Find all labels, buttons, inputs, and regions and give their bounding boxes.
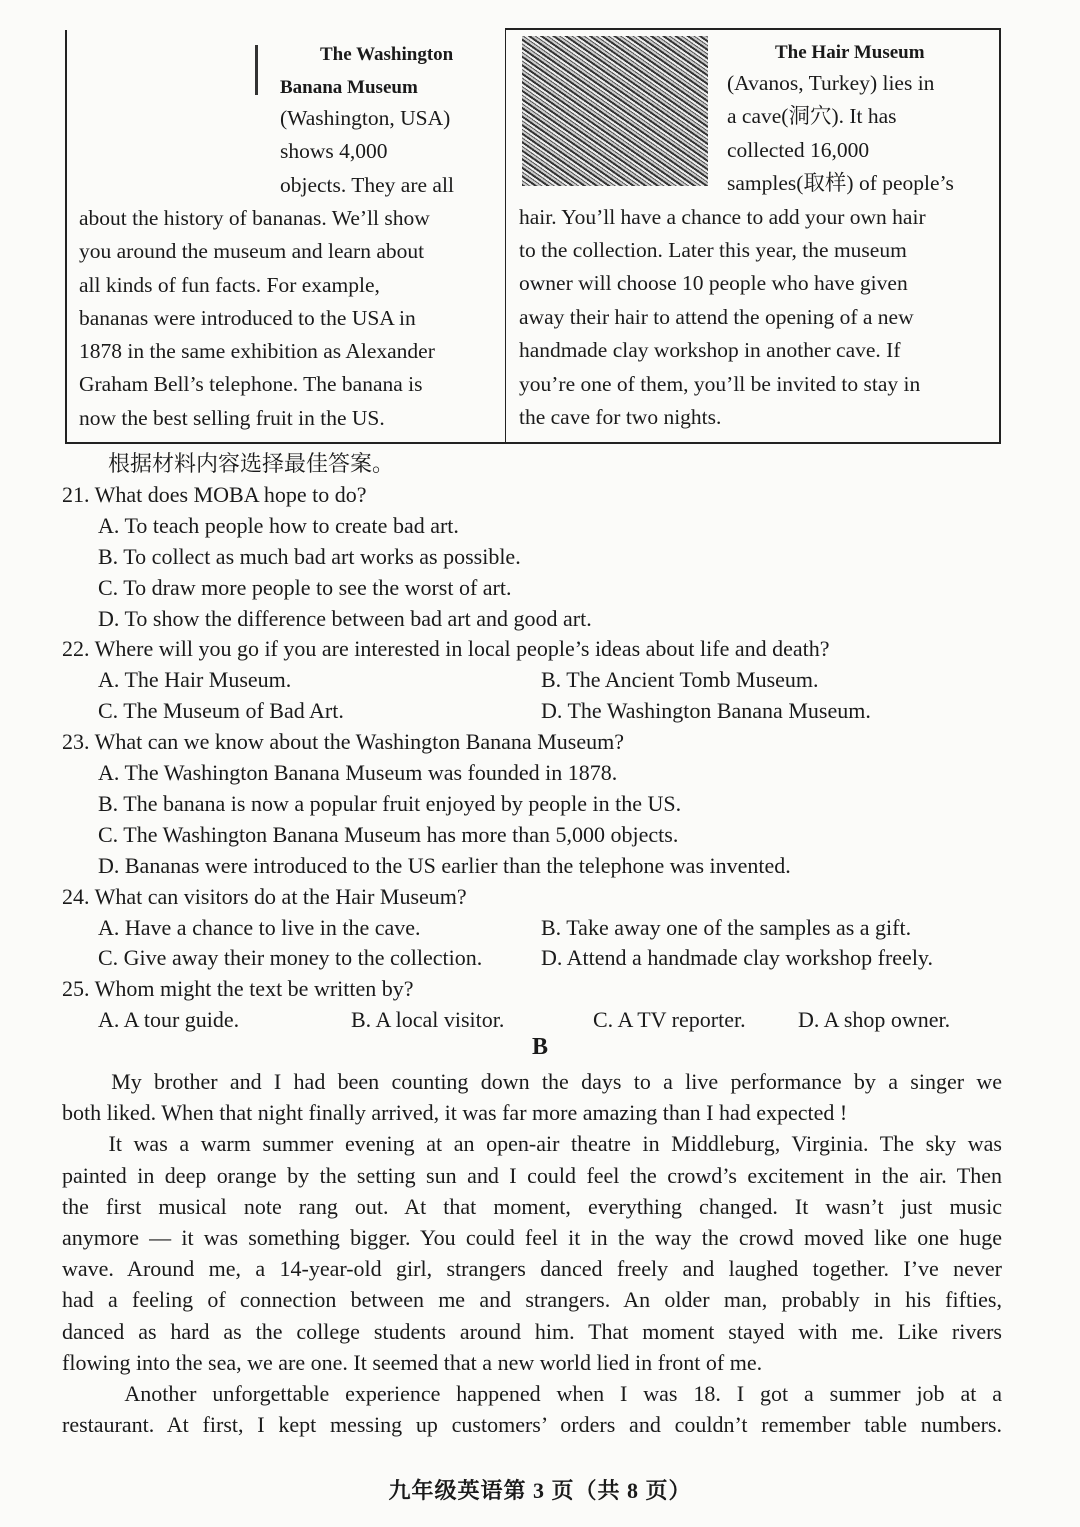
- hair-text-line: (Avanos, Turkey) lies in: [727, 71, 935, 95]
- question-line: [0, 850, 1080, 881]
- hair-text-line: to the collection. Later this year, the museum: [519, 238, 907, 262]
- option: D. The Washington Banana Museum.: [541, 698, 871, 724]
- banana-text-line: Graham Bell’s telephone. The banana is: [79, 372, 423, 397]
- option: A. To teach people how to create bad art.: [98, 512, 459, 538]
- hair-text-line: collected 16,000: [727, 137, 870, 162]
- question-line: [0, 572, 1080, 603]
- question-line: [0, 664, 1080, 695]
- passage-line: danced as hard as the college students around him. That moment stayed with me. Like rivers: [62, 1318, 1002, 1344]
- option: B. The banana is now a popular fruit enjoyed by people in the US.: [98, 790, 682, 816]
- hair-title: The Hair Museum: [775, 42, 925, 63]
- option: B. A local visitor.: [351, 1007, 505, 1033]
- option: B. To collect as much bad art works as possible.: [98, 543, 521, 569]
- banana-text-line: now the best selling fruit in the US.: [79, 405, 385, 430]
- question-stem: 25. Whom might the text be written by?: [62, 976, 414, 1002]
- section-b-heading: B: [531, 1034, 548, 1060]
- option: A. Have a chance to live in the cave.: [98, 914, 421, 940]
- banana-text-line: about the history of bananas. We’ll show: [79, 205, 430, 230]
- hair-text-line: owner will choose 10 people who have given: [519, 271, 908, 296]
- question-line: [0, 973, 1080, 1004]
- question-stem: 21. What does MOBA hope to do?: [62, 481, 367, 507]
- banana-text-line: all kinds of fun facts. For example,: [79, 272, 380, 297]
- question-line: [0, 479, 1080, 510]
- banana-text-line: objects. They are all: [280, 172, 454, 197]
- banana-title-2: Banana Museum: [280, 77, 418, 98]
- passage-line: It was a warm summer evening at an open-air theatre in Middleburg, Virginia. The sky was: [62, 1131, 1002, 1157]
- question-line: [0, 510, 1080, 541]
- banana-text-line: shows 4,000: [280, 139, 388, 164]
- question-line: [0, 1004, 1080, 1035]
- instruction: 根据材料内容选择最佳答案。: [108, 451, 395, 476]
- hair-text-line: a cave(洞穴). It has: [727, 104, 897, 129]
- option: D. To show the difference between bad art and good art.: [98, 605, 592, 631]
- question-stem: 22. Where will you go if you are interested in local people’s ideas about life and death?: [62, 636, 830, 662]
- hair-text-line: hair. You’ll have a chance to add your own hair: [519, 204, 926, 229]
- question-line: [0, 788, 1080, 819]
- question-line: [0, 695, 1080, 726]
- option: A. A tour guide.: [98, 1007, 240, 1033]
- option: A. The Washington Banana Museum was founded in 1878.: [98, 760, 618, 785]
- passage-line: both liked. When that night finally arrived, it was far more amazing than I had expected !: [62, 1100, 848, 1126]
- option: B. Take away one of the samples as a gift.: [541, 914, 912, 940]
- banana-text-line: you around the museum and learn about: [79, 239, 425, 264]
- option: D. Attend a handmade clay workshop freely.: [541, 945, 934, 971]
- option: A. The Hair Museum.: [98, 667, 292, 693]
- banana-title-1: The Washington: [320, 44, 454, 65]
- hair-museum-photo: [522, 36, 708, 186]
- passage-line: had a feeling of connection between me and strangers. An older man, probably in his fifties,: [62, 1287, 1002, 1313]
- option: C. The Washington Banana Museum has more than 5,000 objects.: [98, 821, 679, 847]
- question-stem: 23. What can we know about the Washington Banana Museum?: [62, 729, 624, 755]
- option: B. The Ancient Tomb Museum.: [541, 667, 819, 693]
- page-footer: 九年级英语第 3 页（共 8 页）: [388, 1478, 692, 1503]
- question-line: [0, 448, 1080, 479]
- passage-line: the first musical note rang out. At that moment, everything changed. It wasn’t just music: [62, 1193, 1002, 1219]
- hair-text-line: you’re one of them, you’ll be invited to stay in: [519, 371, 921, 396]
- option: C. Give away their money to the collection.: [98, 945, 483, 971]
- banana-text-line: (Washington, USA): [280, 106, 451, 130]
- banana-text-line: 1878 in the same exhibition as Alexander: [79, 339, 435, 364]
- question-stem: 24. What can visitors do at the Hair Museum?: [62, 883, 467, 909]
- question-line: [0, 726, 1080, 757]
- question-line: [0, 881, 1080, 912]
- question-line: [0, 942, 1080, 973]
- hair-text-line: the cave for two nights.: [519, 405, 722, 429]
- passage-line: My brother and I had been counting down the days to a live performance by a singer we: [62, 1069, 1002, 1094]
- passage-line: painted in deep orange by the setting sun and I could feel the crowd’s excitement in the air. Then: [62, 1162, 1002, 1188]
- question-line: [0, 819, 1080, 850]
- banana-text-line: bananas were introduced to the USA in: [79, 305, 416, 330]
- question-line: [0, 603, 1080, 634]
- option: D. Bananas were introduced to the US earlier than the telephone was invented.: [98, 852, 791, 878]
- option: C. The Museum of Bad Art.: [98, 698, 344, 724]
- hair-text-line: handmade clay workshop in another cave. If: [519, 338, 901, 363]
- passage-line: Another unforgettable experience happened when I was 18. I got a summer job at a: [62, 1381, 1002, 1406]
- question-line: [0, 912, 1080, 943]
- passage-line: anymore — it was something bigger. You could feel it in the way the crowd moved like one huge: [62, 1225, 1002, 1250]
- passage-line: flowing into the sea, we are one. It seemed that a new world lied in front of me.: [62, 1349, 763, 1375]
- hair-text-line: samples(取样) of people’s: [727, 171, 954, 196]
- hair-text-line: away their hair to attend the opening of a new: [519, 304, 914, 329]
- option: C. To draw more people to see the worst of art.: [98, 574, 512, 600]
- passage-line: restaurant. At first, I kept messing up customers’ orders and couldn’t remember table numbers.: [62, 1412, 1002, 1438]
- option: C. A TV reporter.: [593, 1007, 746, 1033]
- question-line: [0, 541, 1080, 572]
- option: D. A shop owner.: [798, 1007, 951, 1033]
- question-line: [0, 757, 1080, 788]
- passage-line: wave. Around me, a 14-year-old girl, strangers danced freely and laughed together. I’ve never: [62, 1256, 1002, 1282]
- question-line: [0, 633, 1080, 664]
- banana-image: [255, 45, 264, 95]
